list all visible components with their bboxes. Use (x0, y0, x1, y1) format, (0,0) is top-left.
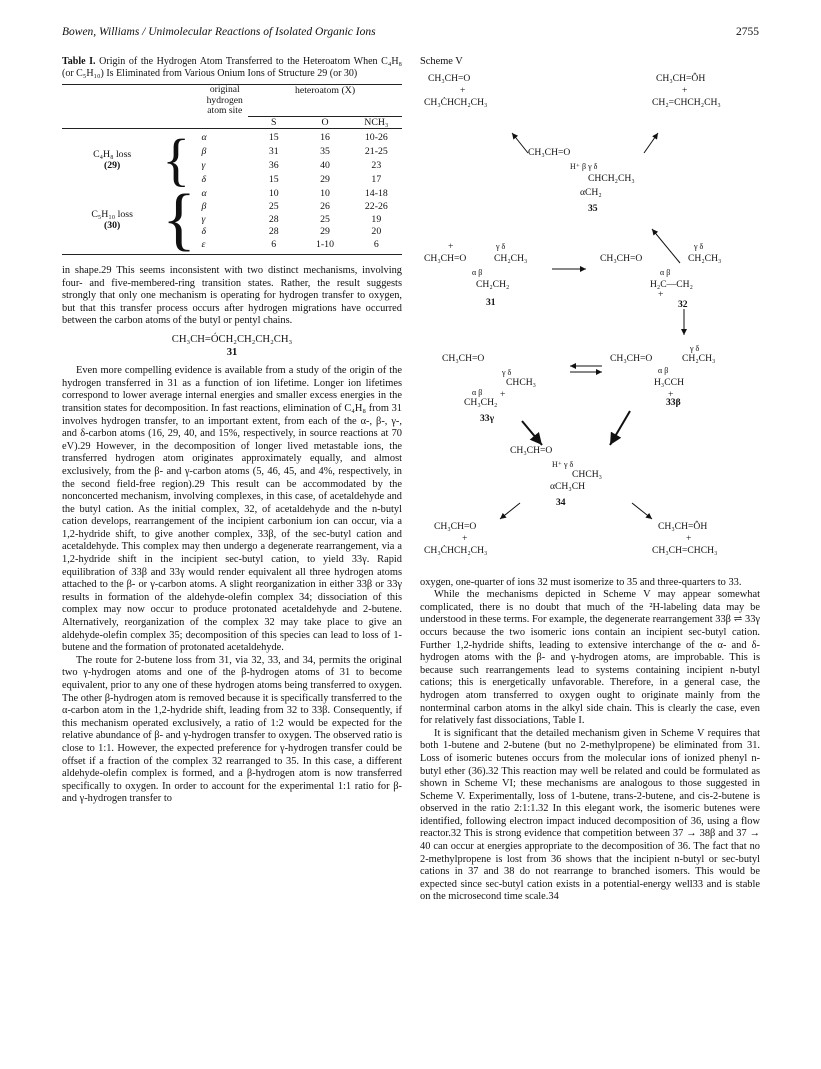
product-protonated-acetaldehyde: CH₃CH=ÔH (656, 72, 706, 84)
col-header-s: S (248, 117, 299, 129)
brace-glyph: { (162, 181, 196, 258)
complex-31-chain: CH₂CH₂ (476, 278, 510, 290)
group-label-c5h10: C₅H₁₀ loss (91, 209, 133, 220)
complex-33beta-greek-ab: α β (658, 365, 669, 375)
table-cell: 26 (320, 200, 330, 212)
complex-34-chain: CHCH₃ (572, 468, 602, 480)
table-cell: 19 (371, 213, 382, 225)
complex-33beta-aldehyde: CH₃CH=O (610, 352, 653, 364)
complex-31-greek-gd: γ δ (496, 241, 506, 251)
group-compound-29: (29) (103, 160, 121, 171)
complex-33gamma-greek-ab: α β (472, 387, 483, 397)
brace-glyph: { (162, 127, 191, 192)
site-label: γ (201, 160, 206, 171)
complex-33beta-ethyl: CH₂CH₃ (682, 352, 716, 364)
structure-label-31: 31 (226, 346, 238, 358)
complex-32-chain: H₂C—CH₂ (650, 278, 693, 290)
paragraph: oxygen, one-quarter of ions 32 must isomerize to 35 and three-quarters to 33. (420, 576, 742, 588)
complex-35-hydron: H⁺ β γ δ (570, 161, 598, 171)
arrow-33gamma-to-34 (522, 421, 542, 445)
scheme-arrows (420, 73, 760, 573)
complex-33beta-chain: H₃CCH (654, 376, 684, 388)
complex-33gamma-chain: CHCH₃ (506, 376, 536, 388)
col-header-heteroatom: heteroatom (X) (248, 85, 402, 117)
site-label: δ (201, 226, 206, 238)
site-label: γ (201, 213, 206, 225)
structure-label-34: 34 (556, 496, 566, 508)
table-cell: 6 (373, 239, 379, 251)
arrow-to-top-left-products (512, 133, 528, 153)
table-cell: 31 (268, 146, 279, 157)
complex-31-aldehyde: CH₃CH=O (424, 252, 467, 264)
site-label: α (201, 188, 207, 199)
product-sec-butyl-cation: CH₃ĊHCH₂CH₃ (424, 96, 488, 108)
arrow-34-to-bottom-right (632, 503, 652, 519)
structure-formula-31: CH₃CH=ÓCH₂CH₂CH₂CH₃ (171, 333, 293, 345)
table-caption (62, 56, 402, 80)
scheme-label: Scheme V (420, 56, 463, 67)
group-compound-30: (30) (103, 220, 121, 231)
site-label: β (201, 146, 207, 157)
complex-35-aldehyde: CH₃CH=O (528, 146, 571, 158)
site-label: δ (201, 174, 206, 185)
paragraph: While the mechanisms depicted in Scheme V may appear somewhat complicated, there is no doubt that much of the ²H-labeling data may be understood in these terms. For example, the degenerate rearrangement 33β ⇌ 33γ occurs because the two isomeric ions contain an incipient sec-butyl cation. Further 1,2-hydride shifts, leading to extensive interchange of the α- and δ-hydrogen atoms with the β- and γ-hydrogen atoms, are improbable. This is because such rearrangements lead to systems containing incipient n-butyl cations; this is energetically unfavorable. Therefore, in a general case, the hydrogen atom transferred to oxygen ought to originate mainly from the nonterminal carbon atoms in the alkyl side chain. This is clearly the case, even for relatively fast dissociations, Table I. (420, 589, 760, 727)
plus-sign: + (668, 388, 674, 400)
complex-33gamma-aldehyde: CH₃CH=O (442, 352, 485, 364)
structure-label-31: 31 (486, 296, 496, 308)
product-acetaldehyde: CH₃CH=O (434, 520, 477, 532)
table-cell: 15 (268, 174, 279, 185)
complex-32-ethyl: CH₂CH₃ (688, 252, 722, 264)
table-cell: 1-10 (316, 239, 334, 251)
site-label: β (201, 200, 207, 212)
right-column (420, 56, 760, 904)
complex-34-alpha: αCH₃CH (550, 480, 586, 492)
complex-32-greek-ab: α β (660, 267, 671, 277)
table-cell: 28 (268, 226, 279, 238)
table-cell: 25 (268, 200, 279, 212)
complex-35-alpha: αCH₂ (580, 186, 602, 198)
table-label: Table I. (62, 56, 96, 67)
complex-33gamma-ethyl: CH₃CH₂ (464, 396, 498, 408)
table-cell: 22-26 (364, 200, 388, 212)
table-cell: 16 (320, 132, 330, 143)
table-cell: 10-26 (364, 132, 388, 143)
reaction-scheme (420, 73, 760, 573)
plus-sign: + (462, 532, 468, 544)
structure-label-35: 35 (588, 202, 598, 214)
paragraph: The route for 2-butene loss from 31, via 32, 33, and 34, permits the original two γ-hydrogen atoms and one of the β-hydrogen atoms of 31 to become equivalent, prior to any one of these hydrogen atoms being transferred to oxygen. The other β-hydrogen atom is removed because it is specifically transferred to the α-carbon atom in the 1,2-hydride shift, leading from 32 to 33β. Consequently, if this mechanism operated exclusively, a ratio of 1:2 would be expected for the relative abundance of β- and γ-hydrogen transfer to oxygen. The observed ratio is close to 1:1. However, the expected preference for γ-hydrogen transfer could be offset if a fraction of the complex 32 rearranged to 35. In this case, a different aldehyde-olefin complex is formed, and a β-hydrogen atom is now transferred specifically to oxygen. In order to account for the experimental 1:1 ratio for β- and γ-hydrogen transfer to (62, 654, 402, 805)
table-cell: 14-18 (364, 188, 388, 199)
table-cell: 15 (268, 132, 279, 143)
complex-34-hydron: H⁺ γ δ (552, 459, 574, 469)
plus-sign: + (448, 240, 454, 252)
paragraph: Even more compelling evidence is available from a study of the origin of the hydrogen transferred in 31 as a function of ion lifetime. Longer ion lifetimes correspond to lower average internal energies and smaller excess energies in the transition states for decomposition. In fast reactions, elimination of C₄H₈ from 31 involves hydrogen transfer, to an important extent, from each of the α-, β-, γ-, and δ-carbon atoms (16, 29, 40, and 15%, respectively, in source reactions at 70 eV).29 However, in the decomposition of longer lived metastable ions, the transferred hydrogen atom originates approximately equally, and almost exclusively, from the β- and γ-carbon atoms (5, 46, 45, and 4%, respectively, in the second field-free region).29 This result can be accommodated by the nonconcerted mechanism, involving complexes, in this case, of acetaldehyde and the butyl cation. As the initial complex, 32, of acetaldehyde and the n-butyl cation develops, rearrangement of the incipient carbonium ion can occur, via a 1,2-hydride shift, to give another complex, 33β, of the sec-butyl cation and acetaldehyde. This complex may then undergo a degenerate rearrangement, via a 1,2-hydride shift in the incipient sec-butyl cation, to yield 33γ. Rapid equilibration of 33β and 33γ would render equivalent all three hydrogen atoms attached to the β- or γ-carbon atoms. A slight reorganization in either 33β or 33γ results in formation of the aldehyde-olefin complex 34; dissociation of this complex may now occur to produce protonated acetaldehyde and 2-butene. Alternatively, reorganization of the complex 32 may take place to give an aldehyde-olefin complex 35; decomposition of this species can lead to loss of 1-butene and the formation of protonated acetaldehyde. (62, 365, 402, 654)
site-label: α (201, 132, 207, 143)
col-header-nch3: NCH₃ (351, 117, 402, 129)
arrow-34-to-bottom-left (500, 503, 520, 519)
structure-label-33gamma: 33γ (480, 412, 495, 424)
table-cell: 23 (371, 160, 382, 171)
table-row (62, 188, 402, 201)
table-cell: 29 (320, 174, 330, 185)
table-cell: 10 (320, 188, 330, 199)
table-cell: 35 (320, 146, 330, 157)
col-header-o: O (299, 117, 350, 129)
structure-label-33beta: 33β (666, 396, 681, 408)
table-row (62, 132, 402, 146)
table-cell: 20 (371, 226, 382, 238)
table-cell: 10 (268, 188, 279, 199)
running-header (62, 26, 759, 44)
hydrogen-origin-table (62, 84, 402, 258)
complex-31-greek-ab: α β (472, 267, 483, 277)
plus-sign: + (460, 84, 466, 96)
table-cell: 28 (268, 213, 279, 225)
paragraph: It is significant that the detailed mechanism given in Scheme V requires that both 1-butene and 2-butene (but no 2-methylpropene) be eliminated from 31. Loss of isomeric butenes occurs from the molecular ions of ionized phenyl n-butyl ether (36).32 This reaction may well be related and could be formulated as shown in Scheme VI; these mechanisms are analogous to those suggested in Scheme V. Experimentally, loss of 1-butene, trans-2-butene, and cis-2-butene is observed in the ratio 2:1:1.32 In this elegant work, the isomeric butenes were identified, following electron impact induced decomposition of 36, using a flow reactor.32 This is strong evidence that competition between 37 → 38β and 37 → 40 can occur at energies appropriate to the decomposition of 36. The fact that no 2-methylpropene is lost from 36 shows that the incipient n-butyl or sec-butyl cations in 37 and 38 do not rearrange to branched isomers. This would be expected since sec-butyl cation exists in a potential-energy well33 and is stable on the microsecond time scale.34 (420, 727, 760, 903)
product-2-butene: CH₃CH=CHCH₃ (652, 544, 718, 556)
plus-sign: + (686, 532, 692, 544)
structure-label-32: 32 (678, 298, 688, 310)
group-label-c4h8: C₄H₈ loss (93, 149, 132, 160)
table-cell: 17 (371, 174, 382, 185)
table-caption-text: Origin of the Hydrogen Atom Transferred to the Heteroatom When C₄H₈ (or C₅H₁₀) Is Eliminated from Various Onium Ions of Structure 29 (or 30) (62, 56, 403, 79)
col-header-site: original hydrogen atom site (206, 84, 243, 116)
table-cell: 21-25 (364, 146, 388, 157)
product-acetaldehyde: CH₃CH=O (428, 72, 471, 84)
plus-sign: + (658, 288, 664, 300)
paragraph: in shape.29 This seems inconsistent with two distinct mechanisms, involving four- and five-membered-ring transition states. Rather, the result suggests strongly that only one mechanism is operating for hydrogen transfer to oxygen, but that this transfer process occurs after hydrogen migrations have occurred between the carbon atoms of the butyl or pentyl chains. (62, 265, 402, 327)
table-cell: 29 (320, 226, 330, 238)
site-label: ε (201, 239, 206, 251)
left-column (62, 56, 402, 806)
product-sec-butyl-cation: CH₃ĊHCH₂CH₃ (424, 544, 488, 556)
arrow-to-top-right-products (644, 133, 658, 153)
complex-33gamma-greek-gd: γ δ (502, 367, 512, 377)
product-1-butene: CH₂=CHCH₂CH₃ (652, 96, 721, 108)
complex-32-aldehyde: CH₃CH=O (600, 252, 643, 264)
complex-31-ethyl: CH₂CH₃ (494, 252, 528, 264)
complex-34-aldehyde: CH₃CH=O (510, 444, 553, 456)
complex-33beta-greek-gd: γ δ (690, 343, 700, 353)
complex-32-greek-gd: γ δ (694, 241, 704, 251)
running-title: Bowen, Williams / Unimolecular Reactions of Isolated Organic Ions (62, 26, 376, 38)
arrow-33beta-to-34 (610, 411, 630, 445)
plus-sign: + (682, 84, 688, 96)
table-cell: 40 (320, 160, 330, 171)
product-protonated-acetaldehyde: CH₃CH=ÔH (658, 520, 708, 532)
arrow-32-to-35 (652, 229, 680, 263)
complex-35-chain: CHCH₂CH₃ (588, 172, 635, 184)
table-cell: 36 (268, 160, 279, 171)
page-number: 2755 (736, 26, 759, 38)
table-cell: 6 (271, 239, 277, 251)
table-cell: 25 (320, 213, 330, 225)
plus-sign: + (500, 388, 506, 400)
